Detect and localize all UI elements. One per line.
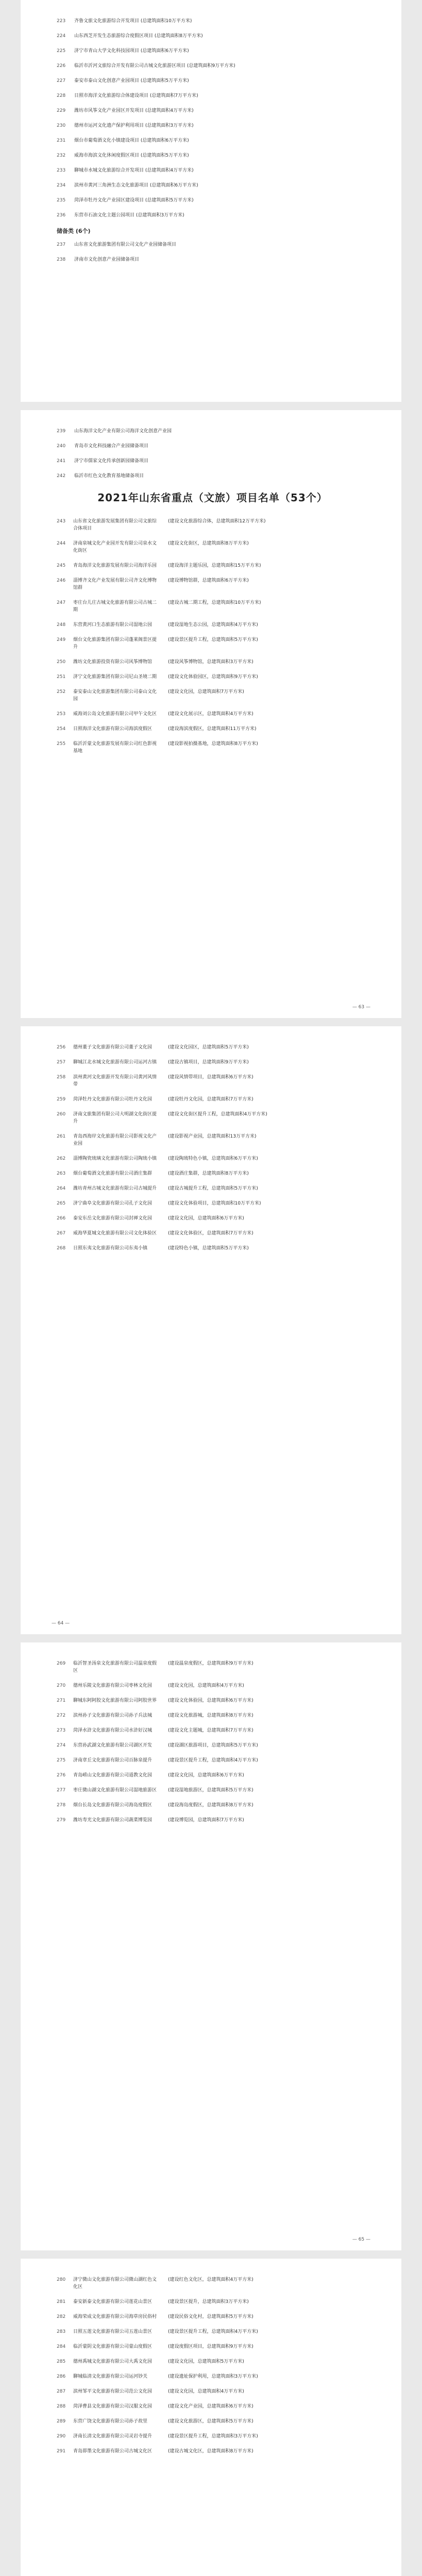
table-row: 245 青岛海洋文化旅游发展有限公司海洋乐园 (建设海洋主题乐园，总建筑面积15万平方米) [57,563,261,568]
table-row: 274 东营孙武湖文化旅游有限公司湖区开发 (建设湖区旅游项目，总建筑面积5万平方米) [57,1743,258,1748]
table-row: 266 泰安东岳文化旅游有限公司封禅文化园 (建设文化园，总建筑面积6万平方米) [57,1216,244,1221]
list-item: 237 山东省文化旅游集团有限公司文化产业园储备项目 [57,242,177,247]
list-item: 235 菏泽市牡丹文化产业园区建设项目 (总建筑面积5万平方米) [57,198,194,203]
table-row: 255 临沂沂蒙文化旅游发展有限公司红色影视基地 (建设影视拍摄基地，总建筑面积8万平方米) [57,741,258,754]
table-row: 250 潍坊文化旅游投资有限公司风筝博物馆 (建设风筝博物馆，总建筑面积3万平方米) [57,659,254,665]
table-row: 283 日照五莲文化旅游有限公司五莲山景区 (建设景区提升工程，总建筑面积4万平方米) [57,2329,258,2334]
table-row: 249 烟台文化旅游集团有限公司蓬莱阁景区提升 (建设景区提升工程，总建筑面积5万平方米) [57,637,258,650]
table-row: 268 日照东夷文化旅游有限公司东夷小镇 (建设特色小镇，总建筑面积5万平方米) [57,1246,249,1251]
table-row: 256 德州董子文化旅游有限公司董子文化园 (建设文化园区，总建筑面积5万平方米) [57,1045,249,1050]
list-item: 228 日照市海洋文化旅游综合体建设项目 (总建筑面积7万平方米) [57,93,198,98]
table-row: 260 济南文旅集团有限公司大明湖文化街区提升 (建设文化街区提升工程，总建筑面积4万平方米) [57,1112,267,1124]
list-item: 240 青岛市文化科技融合产业园储备项目 [57,444,149,449]
table-row: 280 济宁微山文化旅游有限公司微山湖红色文化区 (建设红色文化区，总建筑面积4万平方米) [57,2277,254,2290]
table-row: 252 泰安泰山文化旅游集团有限公司泰山文化园 (建设文化园，总建筑面积7万平方米) [57,689,244,702]
table-row: 275 济南章丘文化旅游有限公司百脉泉提升 (建设景区提升工程，总建筑面积4万平方米) [57,1758,258,1763]
table-row: 253 威海刘公岛文化旅游有限公司甲午文化区 (建设文化展示区，总建筑面积4万平方米) [57,711,254,717]
table-row: 289 东营广饶文化旅游有限公司孙子故里 (建设文化旅游区，总建筑面积5万平方米) [57,2419,254,2424]
table-row: 267 威海华夏城文化旅游有限公司文化体验区 (建设文化体验区，总建筑面积7万平方米) [57,1231,254,1236]
table-row: 285 德州禹城文化旅游有限公司大禹文化园 (建设文化园，总建筑面积5万平方米) [57,2359,244,2364]
project-table [57,518,368,755]
table-row: 284 临沂蒙阴文化旅游有限公司蒙山度假区 (建设度假区项目，总建筑面积9万平方米) [57,2344,254,2349]
document-page-5 [21,2259,401,2576]
list-item: 236 东营市石油文化主题公园项目 (总建筑面积3万平方米) [57,213,184,218]
table-row: 279 潍坊寿光文化旅游有限公司蔬菜博览园 (建设博览园，总建筑面积7万平方米) [57,1818,244,1823]
table-row: 248 东营黄河口生态旅游有限公司湿地公园 (建设湿地生态公园，总建筑面积4万平方米) [57,622,258,628]
list-item: 229 潍坊市风筝文化产业园区开发项目 (总建筑面积4万平方米) [57,108,194,113]
list-item: 223 齐鲁文旅文化旅游综合开发项目 (总建筑面积10万平方米) [57,19,192,24]
table-row: 286 聊城临清文化旅游有限公司运河钞关 (建设遗址保护利用，总建筑面积3万平方米) [57,2374,258,2379]
table-row: 257 聊城江北水城文化旅游有限公司运河古镇 (建设古镇项目，总建筑面积9万平方米) [57,1060,249,1065]
table-row: 265 济宁曲阜文化旅游有限公司孔子文化园 (建设文化体验项目，总建筑面积10万平方米) [57,1201,261,1206]
table-row: 243 山东省文化旅游发展集团有限公司文旅综合体项目 (建设文化旅游综合体，总建筑面积12万平方米) [57,519,266,531]
item-list-top [57,428,368,480]
table-row: 272 滨州孙子文化旅游有限公司孙子兵法城 (建设文化旅游城，总建筑面积8万平方米) [57,1713,254,1718]
list-item: 241 济宁市儒家文化传承创新园储备项目 [57,459,149,464]
table-row: 254 日照海洋文化旅游有限公司海滨度假区 (建设海滨度假区，总建筑面积11万平方米) [57,726,257,732]
table-row: 282 威海荣成文化旅游有限公司海草房民俗村 (建设民俗文化村，总建筑面积5万平方米) [57,2314,254,2319]
table-row: 261 青岛西海岸文化旅游有限公司影视文化产业园 (建设影视产业园，总建筑面积13万平方米) [57,1134,257,1146]
list-item: 242 临沂市红色文化教育基地储备项目 [57,473,144,479]
list-title: 2021年山东省重点（文旅）项目名单（53个） [97,492,328,504]
document-page-2 [21,410,401,1018]
list-item: 231 烟台市葡萄酒文化小镇建设项目 (总建筑面积6万平方米) [57,138,189,143]
document-page-4 [21,1642,401,2250]
list-item: 227 泰安市泰山文化创意产业园项目 (总建筑面积5万平方米) [57,78,189,83]
table-row: 277 枣庄微山湖文化旅游有限公司湿地旅游区 (建设湿地旅游区，总建筑面积5万平方米) [57,1788,254,1793]
list-item: 238 济南市文化创意产业园储备项目 [57,257,140,262]
table-row: 262 淄博陶瓷琉璃文化旅游有限公司陶琉小镇 (建设陶琉特色小镇，总建筑面积6万平方米) [57,1156,258,1161]
project-table [57,1044,368,1252]
document-page-3 [21,1026,401,1634]
table-row: 288 菏泽曹县文化旅游有限公司汉服文化园 (建设文化产业园，总建筑面积6万平方米) [57,2404,254,2409]
table-row: 281 泰安新泰文化旅游有限公司莲花山景区 (建设景区提升，总建筑面积3万平方米) [57,2299,249,2304]
table-row: 291 青岛即墨文化旅游有限公司古城文化区 (建设古城文化区，总建筑面积8万平方米) [57,2449,254,2454]
table-row: 269 临沂智圣汤泉文化旅游有限公司温泉度假区 (建设温泉度假区，总建筑面积9万平方米) [57,1661,254,1673]
table-row: 263 烟台葡萄酒文化旅游有限公司酒庄集群 (建设酒庄集群，总建筑面积8万平方米) [57,1171,249,1176]
table-row: 247 枣庄台儿庄古城文化旅游有限公司古城二期 (建设古城二期工程，总建筑面积10万平方米) [57,600,261,613]
list-item: 233 聊城市水城文化旅游综合开发项目 (总建筑面积4万平方米) [57,168,194,173]
list-item: 239 山东海洋文化产业有限公司海洋文化创意产业园 [57,429,172,434]
list-item: 226 临沂市沂河文旅综合开发有限公司古城文化旅游区项目 (总建筑面积9万平方米) [57,63,235,69]
table-row: 273 菏泽水浒文化旅游有限公司水浒好汉城 (建设文化主题城，总建筑面积7万平方米) [57,1728,254,1733]
list-item: 232 威海市海滨文化休闲度假区项目 (总建筑面积5万平方米) [57,153,189,158]
list-item: 234 滨州市黄河三角洲生态文化旅游项目 (总建筑面积6万平方米) [57,183,198,188]
page-number: — 65 — [352,2237,370,2242]
table-row: 270 德州乐陵文化旅游有限公司枣林文化园 (建设文化园，总建筑面积4万平方米) [57,1683,244,1688]
table-row: 246 淄博齐文化产业发展有限公司齐文化博物馆群 (建设博物馆群，总建筑面积6万平方米) [57,578,249,590]
table-row: 258 滨州黄河文化旅游开发有限公司黄河风情带 (建设风情带项目，总建筑面积6万平方米) [57,1075,254,1087]
page-number: — 63 — [352,1005,370,1010]
list-item: 224 山东西芝开发生态旅游综合度假区项目 (总建筑面积8万平方米) [57,33,203,39]
item-list-b [57,241,368,264]
project-table [57,2276,368,2455]
table-row: 271 聊城东阿阿胶文化旅游有限公司阿胶世界 (建设文化体验园，总建筑面积6万平方米) [57,1698,254,1703]
table-row: 278 烟台长岛文化旅游有限公司海岛度假区 (建设海岛度假区，总建筑面积8万平方米) [57,1803,254,1808]
list-item: 230 德州市运河文化遗产保护利用项目 (总建筑面积3万平方米) [57,123,194,128]
table-row: 290 济南长清文化旅游有限公司灵岩寺提升 (建设景区提升工程，总建筑面积3万平方米) [57,2434,258,2439]
item-list-a [57,18,368,219]
table-row: 276 青岛崂山文化旅游有限公司道教文化园 (建设文化园，总建筑面积6万平方米) [57,1773,244,1778]
section-heading: 储备类 (6个) [57,228,91,234]
page-number: — 64 — [52,1621,70,1626]
table-row: 259 菏泽牡丹文化旅游有限公司牡丹文化园 (建设牡丹文化园，总建筑面积7万平方米) [57,1097,254,1102]
project-table [57,1660,368,1824]
document-page-1 [21,0,401,402]
list-item: 225 济宁市青山大学文化科技园项目 (总建筑面积6万平方米) [57,48,189,54]
table-row: 264 潍坊青州古城文化旅游有限公司古城提升 (建设古城提升工程，总建筑面积5万平方米) [57,1186,258,1191]
table-row: 287 滨州邹平文化旅游有限公司范公文化园 (建设文化园，总建筑面积4万平方米) [57,2389,244,2394]
table-row: 251 济宁文化旅游集团有限公司尼山圣境二期 (建设文化体验园区，总建筑面积9万平方米) [57,674,258,680]
table-row: 244 济南泉城文化产业园开发有限公司泉水文化街区 (建设文化街区，总建筑面积8万平方米) [57,541,249,553]
